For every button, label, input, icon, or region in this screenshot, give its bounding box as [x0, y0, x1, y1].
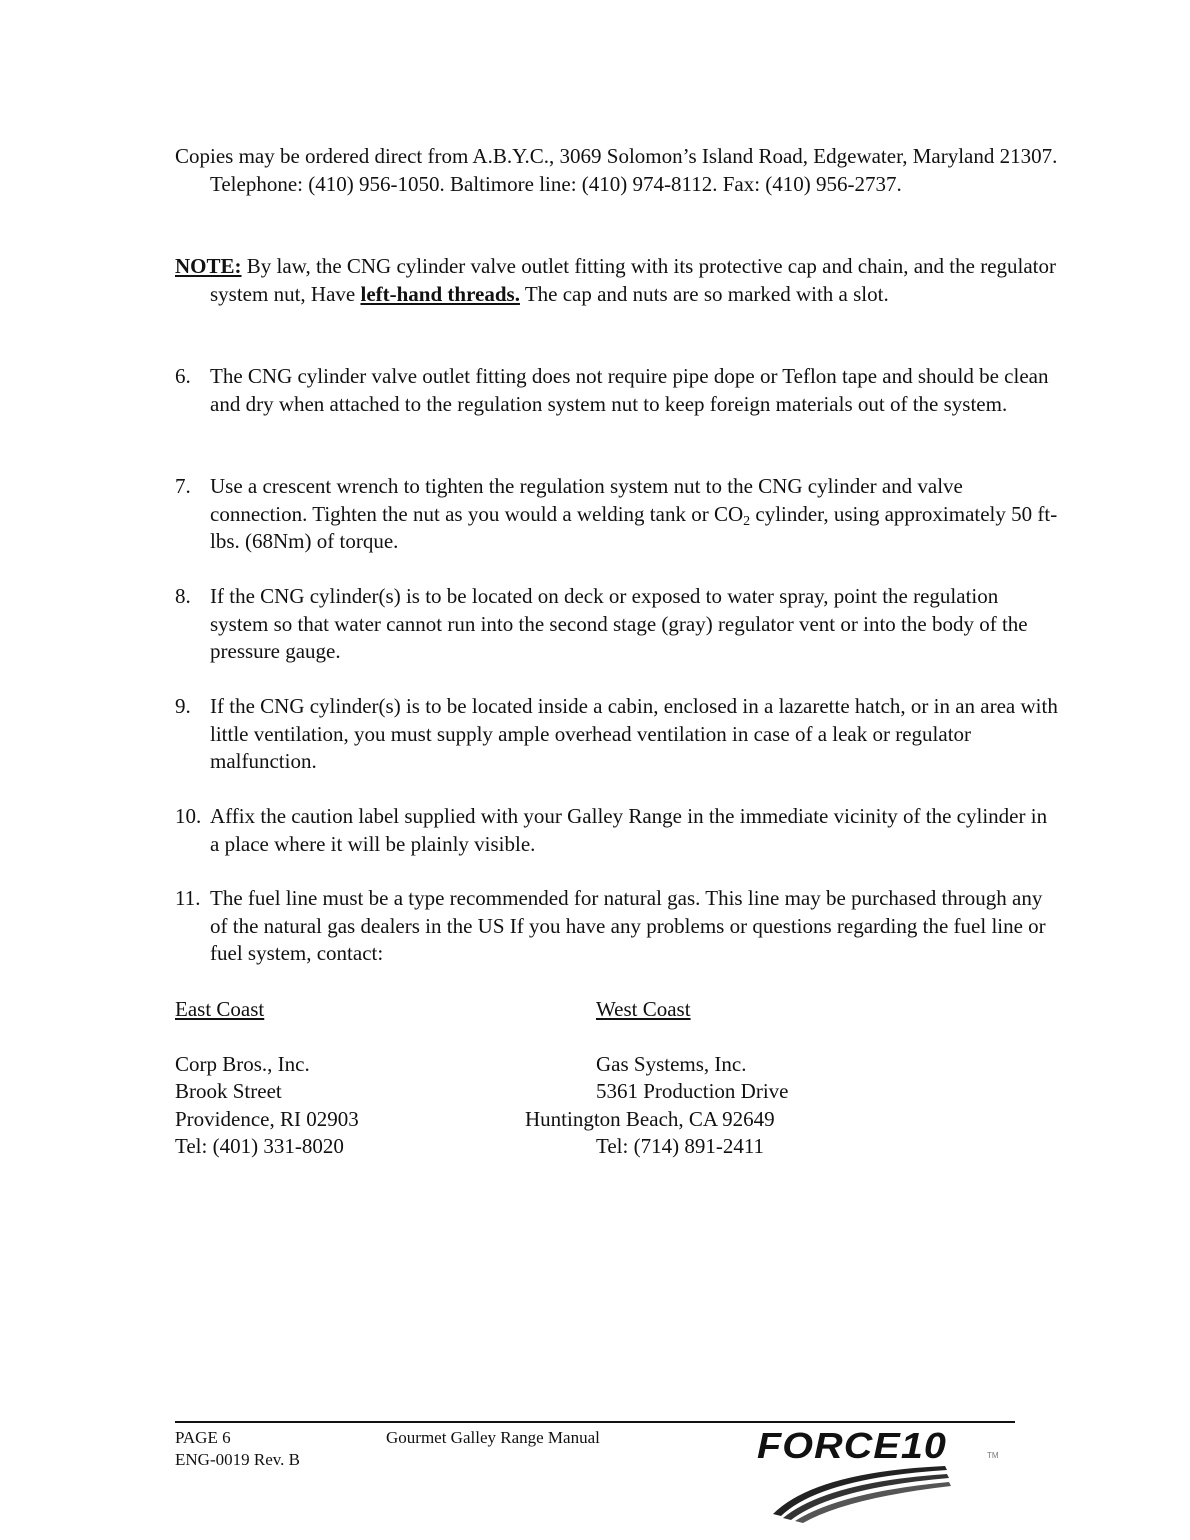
east-coast-heading: East Coast	[175, 997, 265, 1021]
step-number: 7.	[175, 474, 191, 498]
east-coast-line: Providence, RI 02903	[175, 1107, 359, 1131]
step-number: 10.	[175, 804, 202, 828]
note-paragraph	[175, 253, 1060, 308]
note-text-after: The cap and nuts are so marked with a slot.	[519, 281, 889, 306]
step-text: The CNG cylinder valve outlet fitting does not require pipe dope or Teflon tape and should be clean and dry when attached to the regulation system nut to keep foreign materials out of the system.	[210, 364, 1049, 416]
west-coast-line: Tel: (714) 891-2411	[596, 1134, 765, 1158]
step-text-before: Use a crescent wrench to tighten the regulation system nut to the CNG cylinder and valve connection. Tighten the nut as you would a welding tank or CO	[210, 474, 963, 526]
step-8	[175, 583, 1060, 666]
step-text: The fuel line must be a type recommended for natural gas. This line may be purchased through any of the natural gas dealers in the US If you have any problems or questions regarding the fuel line or fuel system, contact:	[210, 886, 1046, 965]
step-number: 6.	[175, 364, 191, 388]
step-6	[175, 363, 1060, 418]
west-coast-heading: West Coast	[596, 997, 691, 1021]
west-coast-line: Huntington Beach, CA 92649	[525, 1107, 775, 1131]
force10-logo	[755, 1428, 1020, 1523]
intro-paragraph	[175, 143, 1060, 198]
step-text-after: cylinder, using approximately 50 ft-lbs. (68Nm) of torque.	[210, 501, 1058, 553]
note-text-before: By law, the CNG cylinder valve outlet fitting with its protective cap and chain, and the regulator system nut, Have	[210, 254, 1057, 306]
step-text: If the CNG cylinder(s) is to be located inside a cabin, enclosed in a lazarette hatch, or in an area with little ventilation, you must supply ample overhead ventilation in case of a leak or regulator malfunction.	[210, 694, 1058, 773]
east-coast-line: Tel: (401) 331-8020	[175, 1134, 344, 1158]
footer-doc-number: ENG-0019 Rev. B	[175, 1450, 300, 1469]
step-subscript: 2	[743, 513, 751, 529]
step-text: If the CNG cylinder(s) is to be located on deck or exposed to water spray, point the regulation system so that water cannot run into the second stage (gray) regulator vent or into the body of the pressure gauge.	[210, 584, 1028, 663]
step-10	[175, 803, 1060, 858]
logo-trademark: TM	[987, 1451, 999, 1460]
step-number: 11.	[175, 886, 201, 910]
step-text: Affix the caution label supplied with your Galley Range in the immediate vicinity of the cylinder in a place where it will be plainly visible.	[210, 804, 1048, 856]
step-11	[175, 885, 1060, 968]
intro-text: Copies may be ordered direct from A.B.Y.C., 3069 Solomon’s Island Road, Edgewater, Maryland 21307. Telephone: (410) 956-1050. Baltimore line: (410) 974-8112. Fax: (410) 956-2737.	[175, 144, 1058, 196]
step-7	[175, 473, 1060, 556]
footer-rule	[175, 1421, 1015, 1423]
east-coast-line: Brook Street	[175, 1079, 282, 1103]
note-label: NOTE:	[175, 254, 242, 278]
logo-wordmark: FORCE10	[757, 1428, 947, 1466]
note-emphasis: left-hand threads.	[360, 281, 520, 306]
step-number: 9.	[175, 694, 191, 718]
footer-manual-title: Gourmet Galley Range Manual	[386, 1428, 600, 1447]
east-coast-line: Corp Bros., Inc.	[175, 1052, 310, 1076]
footer-page-number: PAGE 6	[175, 1428, 231, 1447]
step-number: 8.	[175, 584, 191, 608]
west-coast-line: Gas Systems, Inc.	[596, 1052, 747, 1076]
west-coast-line: 5361 Production Drive	[596, 1079, 789, 1103]
step-9	[175, 693, 1060, 776]
